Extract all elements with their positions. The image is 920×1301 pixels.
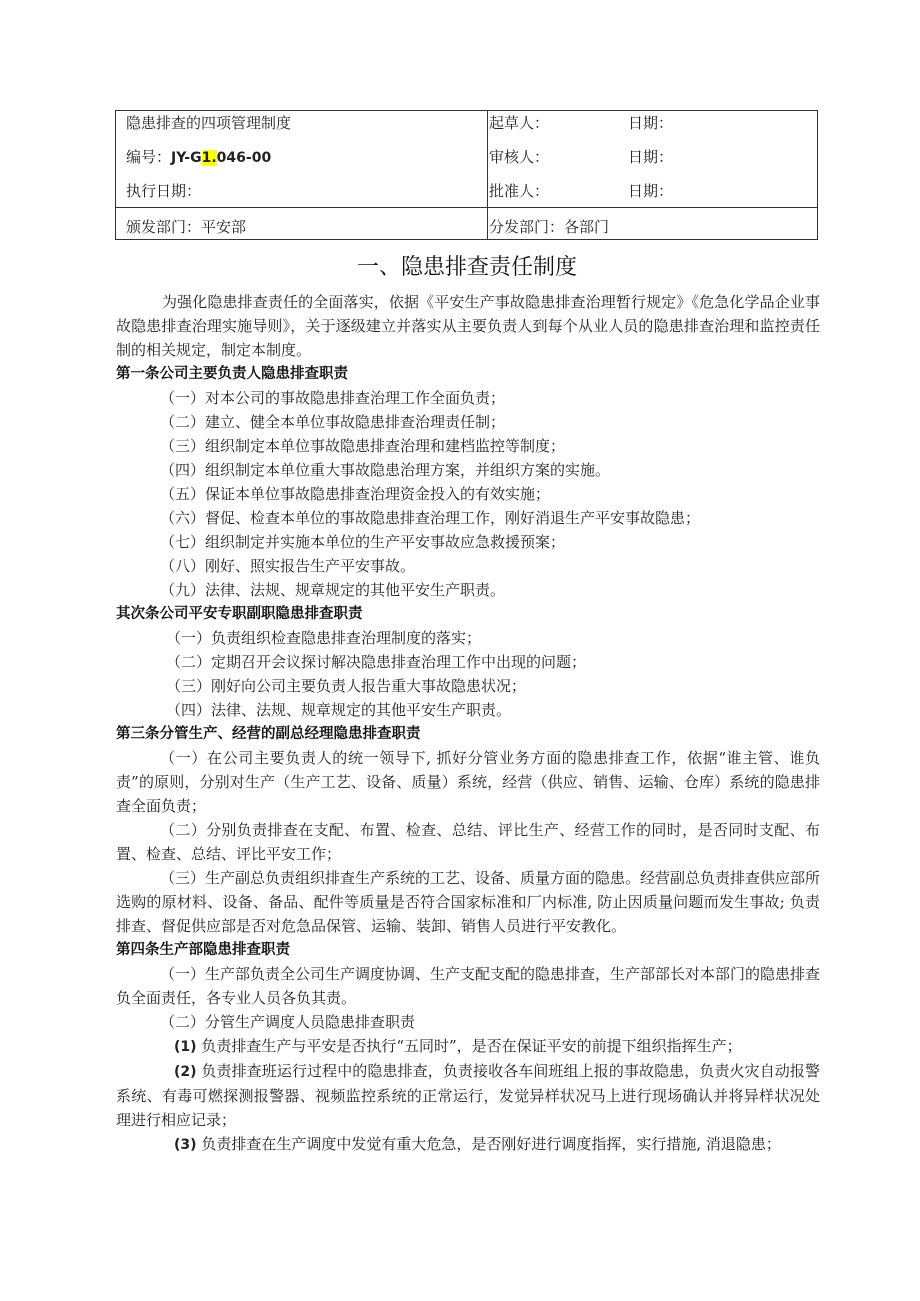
doc-code-label: 编号： — [126, 148, 172, 166]
article-4-sub-item — [116, 1034, 820, 1059]
article-2-item: （四）法律、法规、规章规定的其他平安生产职责。 — [166, 701, 512, 719]
article-1-item: （三）组织制定本单位事故隐患排查治理和建档监控等制度； — [160, 437, 566, 455]
table-column-divider — [487, 111, 488, 239]
drafter-label: 起草人： — [489, 114, 550, 132]
issue-dept-cell: 颁发部门：平安部 — [126, 218, 247, 236]
article-1-item: （一）对本公司的事故隐患排查治理工作全面负责； — [160, 389, 506, 407]
article-2-item: （三）刚好向公司主要负责人报告重大事故隐患状况； — [166, 677, 527, 695]
section-title: 一、隐患排查责任制度 — [356, 255, 577, 280]
article-2-item: （二）定期召开会议探讨解决隐患排查治理工作中出现的问题； — [166, 653, 587, 671]
exec-date-cell: 执行日期： — [126, 182, 202, 200]
article-2-item: （一）负责组织检查隐患排查治理制度的落实； — [166, 629, 482, 647]
article-3-item: （二）分别负责排查在支配、布置、检查、总结、评比生产、经营工作的同时，是否同时支配、布置、检查、总结、评比平安工作； — [116, 821, 820, 863]
sub-item-text: 负责排查在生产调度中发觉有重大危急，是否刚好进行调度指挥，实行措施, 消退隐患； — [201, 1135, 781, 1153]
doc-code-value — [171, 150, 271, 166]
doc-title-cell: 隐患排查的四项管理制度 — [126, 114, 292, 132]
sub-item-text: 负责排查生产与平安是否执行“五同时”，是否在保证平安的前提下组织指挥生产； — [201, 1037, 742, 1055]
document-body — [116, 290, 820, 1157]
header-table — [115, 110, 818, 240]
article-1-item: （五）保证本单位事故隐患排查治理资金投入的有效实施； — [160, 485, 551, 503]
article-1-item: （八）刚好、照实报告生产平安事故。 — [160, 557, 416, 575]
reviewer-label: 审核人： — [489, 148, 550, 166]
sub-item-text: 负责排查班运行过程中的隐患排查，负责接收各车间班组上报的事故隐患，负责火灾自动报警系统、有毒可燃探测报警器、视频监控系统的正常运行，发觉异样状况马上进行现场确认并将异样状况处理进行相应记录； — [116, 1062, 820, 1129]
article-1-item: （六）督促、检查本单位的事故隐患排查治理工作，刚好消退生产平安事故隐患； — [160, 509, 701, 527]
article-4-item: （一）生产部负责全公司生产调度协调、生产支配支配的隐患排查，生产部部长对本部门的隐患排查负全面责任，各专业人员各负其责。 — [116, 965, 821, 1007]
sub-item-number: (1) — [174, 1039, 197, 1055]
doc-code-cell — [126, 147, 271, 168]
distribute-dept-cell: 分发部门：各部门 — [489, 218, 610, 236]
article-4-sub-item — [116, 1059, 820, 1132]
doc-code-suffix: 046-00 — [216, 150, 272, 166]
article-1-heading: 第一条公司主要负责人隐患排查职责 — [116, 366, 348, 382]
article-4-sub-item — [116, 1132, 820, 1157]
article-3-item: （三）生产副总负责组织排查生产系统的工艺、设备、质量方面的隐患。经营副总负责排查供应部所选购的原材料、设备、备品、配件等质量是否符合国家标准和厂内标准, 防止因质量问题而发生事故; 负责排查、督促供应部是否对危急品保管、运输、装卸、销售人员进行平安教化。 — [116, 869, 821, 935]
article-2-heading: 其次条公司平安专职副职隐患排查职责 — [116, 606, 363, 622]
intro-paragraph: 为强化隐患排查责任的全面落实，依据《平安生产事故隐患排查治理暂行规定》《危急化学品企业事故隐患排查治理实施导则》，关于逐级建立并落实从主要负责人到每个从业人员的隐患排查治理和监控责任制的相关规定，制定本制度。 — [116, 293, 820, 359]
doc-code-highlight: 1. — [201, 150, 217, 166]
article-4-heading: 第四条生产部隐患排查职责 — [116, 942, 290, 958]
article-1-item: （四）组织制定本单位重大事故隐患治理方案，并组织方案的实施。 — [160, 461, 611, 479]
approver-label: 批准人： — [489, 182, 550, 200]
drafter-date-label: 日期： — [628, 114, 674, 132]
reviewer-date-label: 日期： — [628, 148, 674, 166]
article-3-heading: 第三条分管生产、经营的副总经理隐患排查职责 — [116, 726, 421, 742]
approver-date-label: 日期： — [628, 182, 674, 200]
sub-item-number: (3) — [174, 1137, 197, 1153]
article-1-item: （二）建立、健全本单位事故隐患排查治理责任制； — [160, 413, 506, 431]
doc-code-prefix: JY-G — [171, 150, 202, 166]
table-row-divider — [116, 207, 817, 208]
article-1-item: （七）组织制定并实施本单位的生产平安事故应急救援预案； — [160, 533, 566, 551]
article-1-item: （九）法律、法规、规章规定的其他平安生产职责。 — [160, 581, 506, 599]
sub-item-number: (2) — [174, 1064, 197, 1080]
article-3-item: （一）在公司主要负责人的统一领导下, 抓好分管业务方面的隐患排查工作，依据“谁主管、谁负责”的原则，分别对生产（生产工艺、设备、质量）系统，经营（供应、销售、运输、仓库）系统的隐患排查全面负责； — [116, 749, 820, 815]
article-4-item: （二）分管生产调度人员隐患排查职责 — [160, 1013, 416, 1031]
